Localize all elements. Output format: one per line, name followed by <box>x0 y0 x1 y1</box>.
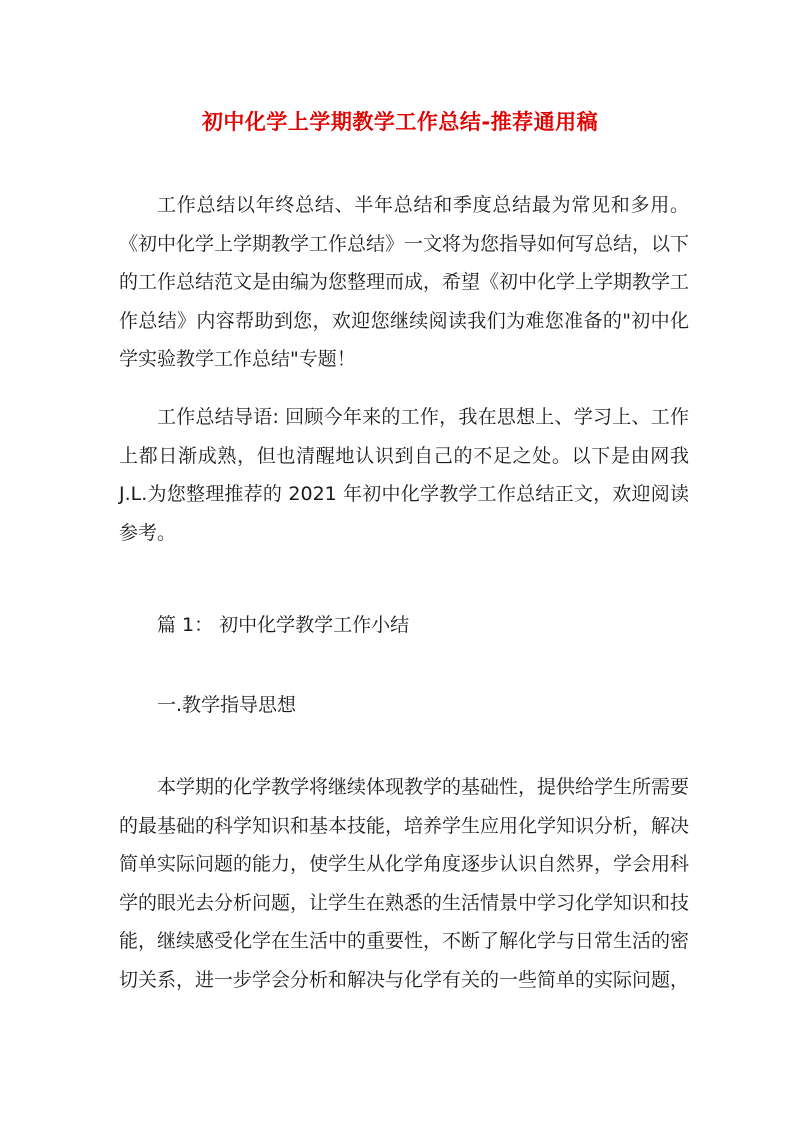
body-paragraph: 本学期的化学教学将继续体现教学的基础性，提供给学生所需要的最基础的科学知识和基本技能，培养学生应用化学知识分析，解决简单实际问题的能力，使学生从化学角度逐步认识自然界，学会用科学的眼光去分析问题，让学生在熟悉的生活情景中学习化学知识和技能，继续感受化学在生活中的重要性，不断了解化学与日常生活的密切关系，进一步学会分析和解决与化学有关的一些简单的实际问题， <box>119 776 690 991</box>
summary-intro-paragraph: 工作总结导语: 回顾今年来的工作，我在思想上、学习上、工作上都日渐成熟，但也清醒地认识到自己的不足之处。以下是由网我J.L.为您整理推荐的 2021 年初中化学教学工作总结正文，欢迎阅读参考。 <box>119 406 689 544</box>
subsection-heading: 一.教学指导思想 <box>157 694 297 716</box>
intro-paragraph: 工作总结以年终总结、半年总结和季度总结最为常见和多用。《初中化学上学期教学工作总结》一文将为您指导如何写总结，以下的工作总结范文是由编为您整理而成，希望《初中化学上学期教学工作总结》内容帮助到您，欢迎您继续阅读我们为难您准备的"初中化学实验教学工作总结"专题！ <box>119 194 690 370</box>
section-heading: 篇 1： 初中化学教学工作小结 <box>157 614 410 636</box>
document-title: 初中化学上学期教学工作总结-推荐通用稿 <box>201 110 599 134</box>
